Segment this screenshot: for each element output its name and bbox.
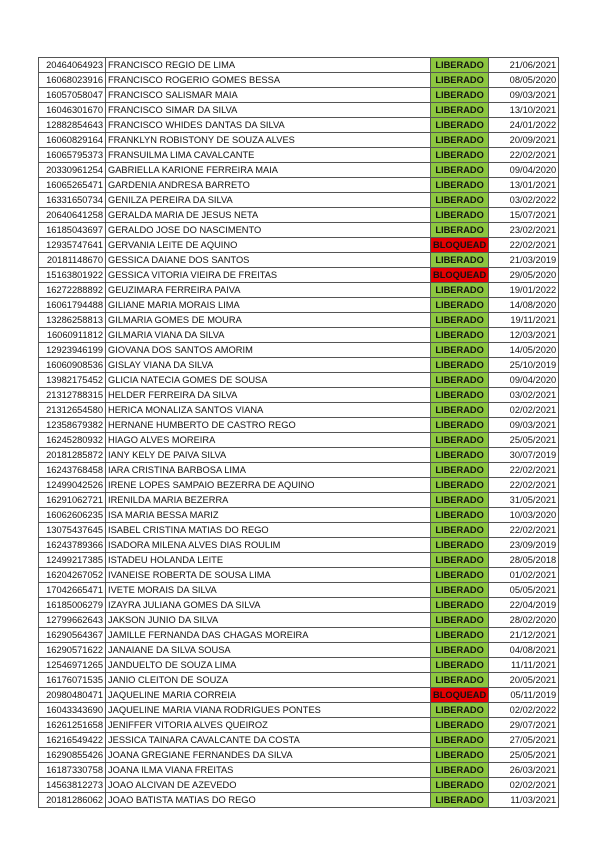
date-cell: 22/02/2021 — [489, 478, 559, 493]
date-cell: 22/02/2021 — [489, 238, 559, 253]
table-row — [39, 163, 559, 178]
status-badge: LIBERADO — [431, 748, 489, 763]
status-badge: LIBERADO — [431, 133, 489, 148]
registration-number-cell: 16061794488 — [39, 298, 106, 313]
date-cell: 19/01/2022 — [489, 283, 559, 298]
status-badge: LIBERADO — [431, 433, 489, 448]
date-cell: 05/05/2021 — [489, 583, 559, 598]
person-name-cell: GIOVANA DOS SANTOS AMORIM — [106, 343, 431, 358]
status-badge: LIBERADO — [431, 493, 489, 508]
table-row — [39, 763, 559, 778]
date-cell: 02/02/2022 — [489, 703, 559, 718]
person-name-cell: FRANCISCO WHIDES DANTAS DA SILVA — [106, 118, 431, 133]
person-name-cell: JANDUELTO DE SOUZA LIMA — [106, 658, 431, 673]
person-name-cell: FRANKLYN ROBISTONY DE SOUZA ALVES — [106, 133, 431, 148]
registration-number-cell: 16068023916 — [39, 73, 106, 88]
date-cell: 28/05/2018 — [489, 553, 559, 568]
person-name-cell: ISADORA MILENA ALVES DIAS ROULIM — [106, 538, 431, 553]
status-badge: LIBERADO — [431, 283, 489, 298]
registration-number-cell: 12935747641 — [39, 238, 106, 253]
registration-number-cell: 15163801922 — [39, 268, 106, 283]
registration-number-cell: 16060908536 — [39, 358, 106, 373]
person-name-cell: IVETE MORAIS DA SILVA — [106, 583, 431, 598]
status-badge: LIBERADO — [431, 163, 489, 178]
person-name-cell: IRENE LOPES SAMPAIO BEZERRA DE AQUINO — [106, 478, 431, 493]
table-row — [39, 178, 559, 193]
person-name-cell: JANIO CLEITON DE SOUZA — [106, 673, 431, 688]
table-row — [39, 148, 559, 163]
person-name-cell: GILMARIA VIANA DA SILVA — [106, 328, 431, 343]
person-name-cell: JOANA ILMA VIANA FREITAS — [106, 763, 431, 778]
registration-number-cell: 16065795373 — [39, 148, 106, 163]
registration-number-cell: 20640641258 — [39, 208, 106, 223]
registration-number-cell: 16243768458 — [39, 463, 106, 478]
table-row — [39, 253, 559, 268]
status-badge: LIBERADO — [431, 298, 489, 313]
person-name-cell: GILMARIA GOMES DE MOURA — [106, 313, 431, 328]
date-cell: 25/05/2021 — [489, 748, 559, 763]
person-name-cell: HIAGO ALVES MOREIRA — [106, 433, 431, 448]
person-name-cell: GERVANIA LEITE DE AQUINO — [106, 238, 431, 253]
table-row — [39, 538, 559, 553]
table-row — [39, 448, 559, 463]
person-name-cell: JAQUELINE MARIA CORREIA — [106, 688, 431, 703]
date-cell: 25/10/2019 — [489, 358, 559, 373]
table-row — [39, 493, 559, 508]
status-badge: LIBERADO — [431, 793, 489, 808]
date-cell: 21/03/2019 — [489, 253, 559, 268]
status-badge: LIBERADO — [431, 598, 489, 613]
person-name-cell: FRANCISCO SIMAR DA SILVA — [106, 103, 431, 118]
table-row — [39, 553, 559, 568]
registration-number-cell: 16060911812 — [39, 328, 106, 343]
status-badge: LIBERADO — [431, 178, 489, 193]
date-cell: 11/11/2021 — [489, 658, 559, 673]
date-cell: 09/04/2020 — [489, 373, 559, 388]
date-cell: 29/07/2021 — [489, 718, 559, 733]
status-badge: LIBERADO — [431, 118, 489, 133]
person-name-cell: FRANCISCO ROGERIO GOMES BESSA — [106, 73, 431, 88]
person-name-cell: HERNANE HUMBERTO DE CASTRO REGO — [106, 418, 431, 433]
status-badge: BLOQUEAD — [431, 238, 489, 253]
status-badge: LIBERADO — [431, 208, 489, 223]
date-cell: 27/05/2021 — [489, 733, 559, 748]
status-badge: LIBERADO — [431, 373, 489, 388]
table-row — [39, 703, 559, 718]
registration-number-cell: 16057058047 — [39, 88, 106, 103]
status-badge: LIBERADO — [431, 523, 489, 538]
registration-number-cell: 21312788315 — [39, 388, 106, 403]
status-badge: LIBERADO — [431, 58, 489, 73]
table-row — [39, 268, 559, 283]
table-row — [39, 373, 559, 388]
person-name-cell: GILIANE MARIA MORAIS LIMA — [106, 298, 431, 313]
registration-number-cell: 16046301670 — [39, 103, 106, 118]
table-row — [39, 643, 559, 658]
date-cell: 24/01/2022 — [489, 118, 559, 133]
registration-number-cell: 16272288892 — [39, 283, 106, 298]
person-name-cell: IARA CRISTINA BARBOSA LIMA — [106, 463, 431, 478]
status-badge: BLOQUEAD — [431, 268, 489, 283]
table-row — [39, 613, 559, 628]
person-name-cell: IZAYRA JULIANA GOMES DA SILVA — [106, 598, 431, 613]
records-table — [38, 57, 559, 808]
status-badge: LIBERADO — [431, 718, 489, 733]
status-badge: LIBERADO — [431, 733, 489, 748]
table-row — [39, 343, 559, 358]
person-name-cell: ISABEL CRISTINA MATIAS DO REGO — [106, 523, 431, 538]
person-name-cell: ISA MARIA BESSA MARIZ — [106, 508, 431, 523]
status-badge: LIBERADO — [431, 313, 489, 328]
date-cell: 03/02/2021 — [489, 388, 559, 403]
status-badge: LIBERADO — [431, 703, 489, 718]
date-cell: 01/02/2021 — [489, 568, 559, 583]
person-name-cell: FRANCISCO SALISMAR MAIA — [106, 88, 431, 103]
registration-number-cell: 12882854643 — [39, 118, 106, 133]
registration-number-cell: 16060829164 — [39, 133, 106, 148]
person-name-cell: GISLAY VIANA DA SILVA — [106, 358, 431, 373]
registration-number-cell: 16062606235 — [39, 508, 106, 523]
date-cell: 13/10/2021 — [489, 103, 559, 118]
status-badge: LIBERADO — [431, 508, 489, 523]
registration-number-cell: 12358679382 — [39, 418, 106, 433]
table-row — [39, 118, 559, 133]
date-cell: 15/07/2021 — [489, 208, 559, 223]
person-name-cell: IANY KELY DE PAIVA SILVA — [106, 448, 431, 463]
table-row — [39, 598, 559, 613]
person-name-cell: JOAO BATISTA MATIAS DO REGO — [106, 793, 431, 808]
registration-number-cell: 16185043697 — [39, 223, 106, 238]
date-cell: 02/02/2021 — [489, 403, 559, 418]
person-name-cell: JOAO ALCIVAN DE AZEVEDO — [106, 778, 431, 793]
records-table-body — [39, 58, 559, 808]
registration-number-cell: 17042665471 — [39, 583, 106, 598]
date-cell: 09/03/2021 — [489, 418, 559, 433]
person-name-cell: JAKSON JUNIO DA SILVA — [106, 613, 431, 628]
registration-number-cell: 16291062721 — [39, 493, 106, 508]
status-badge: LIBERADO — [431, 538, 489, 553]
person-name-cell: JAMILLE FERNANDA DAS CHAGAS MOREIRA — [106, 628, 431, 643]
table-row — [39, 223, 559, 238]
status-badge: LIBERADO — [431, 343, 489, 358]
person-name-cell: GEUZIMARA FERREIRA PAIVA — [106, 283, 431, 298]
status-badge: LIBERADO — [431, 103, 489, 118]
date-cell: 22/02/2021 — [489, 148, 559, 163]
date-cell: 30/07/2019 — [489, 448, 559, 463]
date-cell: 21/06/2021 — [489, 58, 559, 73]
registration-number-cell: 20181285872 — [39, 448, 106, 463]
date-cell: 04/08/2021 — [489, 643, 559, 658]
table-row — [39, 73, 559, 88]
table-row — [39, 658, 559, 673]
registration-number-cell: 16176071535 — [39, 673, 106, 688]
table-row — [39, 298, 559, 313]
date-cell: 25/05/2021 — [489, 433, 559, 448]
table-row — [39, 748, 559, 763]
registration-number-cell: 16204267052 — [39, 568, 106, 583]
registration-number-cell: 20181286062 — [39, 793, 106, 808]
table-row — [39, 718, 559, 733]
status-badge: LIBERADO — [431, 403, 489, 418]
person-name-cell: JENIFFER VITORIA ALVES QUEIROZ — [106, 718, 431, 733]
date-cell: 09/03/2021 — [489, 88, 559, 103]
table-row — [39, 133, 559, 148]
table-row — [39, 388, 559, 403]
date-cell: 14/05/2020 — [489, 343, 559, 358]
registration-number-cell: 12923946199 — [39, 343, 106, 358]
status-badge: LIBERADO — [431, 643, 489, 658]
status-badge: LIBERADO — [431, 613, 489, 628]
registration-number-cell: 13982175452 — [39, 373, 106, 388]
registration-number-cell: 16290855426 — [39, 748, 106, 763]
date-cell: 21/12/2021 — [489, 628, 559, 643]
registration-number-cell: 16331650734 — [39, 193, 106, 208]
registration-number-cell: 20181148670 — [39, 253, 106, 268]
status-badge: LIBERADO — [431, 763, 489, 778]
registration-number-cell: 16065265471 — [39, 178, 106, 193]
status-badge: LIBERADO — [431, 418, 489, 433]
date-cell: 29/05/2020 — [489, 268, 559, 283]
date-cell: 22/04/2019 — [489, 598, 559, 613]
date-cell: 05/11/2019 — [489, 688, 559, 703]
date-cell: 19/11/2021 — [489, 313, 559, 328]
table-row — [39, 568, 559, 583]
registration-number-cell: 14563812273 — [39, 778, 106, 793]
registration-number-cell: 16290564367 — [39, 628, 106, 643]
date-cell: 20/05/2021 — [489, 673, 559, 688]
registration-number-cell: 13075437645 — [39, 523, 106, 538]
status-badge: LIBERADO — [431, 583, 489, 598]
registration-number-cell: 16245280932 — [39, 433, 106, 448]
person-name-cell: ISTADEU HOLANDA LEITE — [106, 553, 431, 568]
registration-number-cell: 20980480471 — [39, 688, 106, 703]
date-cell: 28/02/2020 — [489, 613, 559, 628]
status-badge: LIBERADO — [431, 478, 489, 493]
status-badge: LIBERADO — [431, 448, 489, 463]
date-cell: 23/09/2019 — [489, 538, 559, 553]
status-badge: LIBERADO — [431, 193, 489, 208]
table-row — [39, 283, 559, 298]
table-row — [39, 508, 559, 523]
date-cell: 20/09/2021 — [489, 133, 559, 148]
table-row — [39, 463, 559, 478]
person-name-cell: GARDENIA ANDRESA BARRETO — [106, 178, 431, 193]
status-badge: LIBERADO — [431, 778, 489, 793]
status-badge: LIBERADO — [431, 88, 489, 103]
status-badge: LIBERADO — [431, 358, 489, 373]
person-name-cell: HERICA MONALIZA SANTOS VIANA — [106, 403, 431, 418]
status-badge: LIBERADO — [431, 253, 489, 268]
person-name-cell: GLICIA NATECIA GOMES DE SOUSA — [106, 373, 431, 388]
person-name-cell: JANAIANE DA SILVA SOUSA — [106, 643, 431, 658]
person-name-cell: GESSICA VITORIA VIEIRA DE FREITAS — [106, 268, 431, 283]
table-row — [39, 313, 559, 328]
table-row — [39, 673, 559, 688]
date-cell: 13/01/2021 — [489, 178, 559, 193]
date-cell: 10/03/2020 — [489, 508, 559, 523]
person-name-cell: FRANCISCO REGIO DE LIMA — [106, 58, 431, 73]
date-cell: 09/04/2020 — [489, 163, 559, 178]
date-cell: 22/02/2021 — [489, 463, 559, 478]
person-name-cell: GABRIELLA KARIONE FERREIRA MAIA — [106, 163, 431, 178]
registration-number-cell: 20464064923 — [39, 58, 106, 73]
status-badge: BLOQUEAD — [431, 688, 489, 703]
date-cell: 31/05/2021 — [489, 493, 559, 508]
registration-number-cell: 12499217385 — [39, 553, 106, 568]
date-cell: 26/03/2021 — [489, 763, 559, 778]
table-row — [39, 478, 559, 493]
table-row — [39, 208, 559, 223]
person-name-cell: GENILZA PEREIRA DA SILVA — [106, 193, 431, 208]
registration-number-cell: 13286258813 — [39, 313, 106, 328]
date-cell: 02/02/2021 — [489, 778, 559, 793]
registration-number-cell: 12546971265 — [39, 658, 106, 673]
table-row — [39, 628, 559, 643]
date-cell: 03/02/2022 — [489, 193, 559, 208]
registration-number-cell: 20330961254 — [39, 163, 106, 178]
date-cell: 08/05/2020 — [489, 73, 559, 88]
status-badge: LIBERADO — [431, 673, 489, 688]
table-row — [39, 583, 559, 598]
status-badge: LIBERADO — [431, 553, 489, 568]
table-row — [39, 418, 559, 433]
table-row — [39, 193, 559, 208]
table-row — [39, 523, 559, 538]
person-name-cell: GERALDA MARIA DE JESUS NETA — [106, 208, 431, 223]
person-name-cell: JOANA GREGIANE FERNANDES DA SILVA — [106, 748, 431, 763]
status-badge: LIBERADO — [431, 658, 489, 673]
table-row — [39, 778, 559, 793]
table-row — [39, 238, 559, 253]
person-name-cell: FRANSUILMA LIMA CAVALCANTE — [106, 148, 431, 163]
table-row — [39, 103, 559, 118]
registration-number-cell: 12499042526 — [39, 478, 106, 493]
table-row — [39, 688, 559, 703]
table-row — [39, 358, 559, 373]
person-name-cell: HELDER FERREIRA DA SILVA — [106, 388, 431, 403]
person-name-cell: IVANEISE ROBERTA DE SOUSA LIMA — [106, 568, 431, 583]
registration-number-cell: 16187330758 — [39, 763, 106, 778]
table-row — [39, 328, 559, 343]
person-name-cell: IRENILDA MARIA BEZERRA — [106, 493, 431, 508]
status-badge: LIBERADO — [431, 568, 489, 583]
table-row — [39, 58, 559, 73]
table-row — [39, 403, 559, 418]
registration-number-cell: 16243789366 — [39, 538, 106, 553]
registration-number-cell: 16290571622 — [39, 643, 106, 658]
date-cell: 23/02/2021 — [489, 223, 559, 238]
person-name-cell: JESSICA TAINARA CAVALCANTE DA COSTA — [106, 733, 431, 748]
date-cell: 11/03/2021 — [489, 793, 559, 808]
registration-number-cell: 21312654580 — [39, 403, 106, 418]
registration-number-cell: 12799662643 — [39, 613, 106, 628]
table-row — [39, 793, 559, 808]
date-cell: 22/02/2021 — [489, 523, 559, 538]
person-name-cell: JAQUELINE MARIA VIANA RODRIGUES PONTES — [106, 703, 431, 718]
status-badge: LIBERADO — [431, 223, 489, 238]
date-cell: 14/08/2020 — [489, 298, 559, 313]
status-badge: LIBERADO — [431, 628, 489, 643]
status-badge: LIBERADO — [431, 328, 489, 343]
person-name-cell: GESSICA DAIANE DOS SANTOS — [106, 253, 431, 268]
status-badge: LIBERADO — [431, 148, 489, 163]
status-badge: LIBERADO — [431, 73, 489, 88]
person-name-cell: GERALDO JOSE DO NASCIMENTO — [106, 223, 431, 238]
table-row — [39, 88, 559, 103]
registration-number-cell: 16185006279 — [39, 598, 106, 613]
date-cell: 12/03/2021 — [489, 328, 559, 343]
table-row — [39, 733, 559, 748]
status-badge: LIBERADO — [431, 388, 489, 403]
status-badge: LIBERADO — [431, 463, 489, 478]
table-row — [39, 433, 559, 448]
registration-number-cell: 16043343690 — [39, 703, 106, 718]
registration-number-cell: 16216549422 — [39, 733, 106, 748]
registration-number-cell: 16261251658 — [39, 718, 106, 733]
